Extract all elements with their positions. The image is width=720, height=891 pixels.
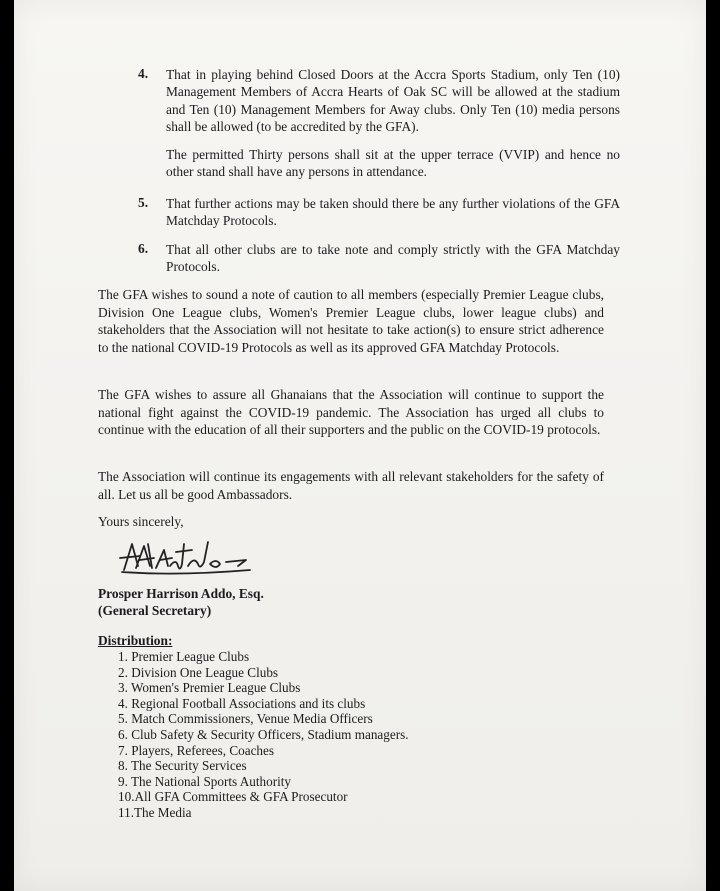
signatory-title: (General Secretary)	[98, 603, 212, 618]
caution-paragraph: The GFA wishes to sound a note of caution to all members (especially Premier League clubs, Division One League clubs, Women's Premier League clubs, lower league clubs) and stakeholders that the Association will not hesitate to take action(s) to ensure strict adherence to the national COVID-19 Protocols as well as its approved GFA Matchday Protocols.	[98, 287, 604, 355]
item-4-paragraph-1: That in playing behind Closed Doors at the Accra Sports Stadium, only Ten (10) Management Members of Accra Hearts of Oak SC will be allowed at the stadium and Ten (10) Management Members for Away clubs. Only Ten (10) media persons shall be allowed (to be accredited by the GFA).	[166, 67, 620, 135]
list-item: 11.The Media	[118, 804, 192, 820]
closing-salutation: Yours sincerely,	[98, 514, 184, 529]
item-5-paragraph: That further actions may be taken should there be any further violations of the GFA Matchday Protocols.	[166, 196, 620, 229]
list-item: 5. Match Commissioners, Venue Media Officers	[118, 711, 373, 727]
distribution-heading: Distribution:	[98, 633, 173, 648]
list-item: 7. Players, Referees, Coaches	[118, 742, 274, 758]
list-item: 8. The Security Services	[118, 758, 247, 774]
engagement-paragraph: The Association will continue its engagements with all relevant stakeholders for the safety of all. Let us all be good Ambassadors.	[98, 469, 604, 502]
item-number-5: 5.	[138, 195, 149, 210]
list-item: 6. Club Safety & Security Officers, Stadium managers.	[118, 726, 409, 742]
item-number-6: 6.	[138, 241, 149, 256]
assurance-paragraph: The GFA wishes to assure all Ghanaians that the Association will continue to support the national fight against the COVID-19 pandemic. The Association has urged all clubs to continue with the education of all their supporters and the public on the COVID-19 protocols.	[98, 387, 604, 438]
signatory-name: Prosper Harrison Addo, Esq.	[98, 586, 264, 601]
list-item: 1. Premier League Clubs	[118, 649, 250, 664]
signature-image	[118, 536, 268, 578]
item-number-4: 4.	[138, 66, 149, 81]
list-item: 3. Women's Premier League Clubs	[118, 680, 301, 696]
item-4-paragraph-2: The permitted Thirty persons shall sit at the upper terrace (VVIP) and hence no other stand shall have any persons in attendance.	[166, 147, 620, 180]
letter-page	[14, 0, 706, 891]
list-item: 9. The National Sports Authority	[118, 773, 292, 789]
list-item: 2. Division One League Clubs	[118, 664, 279, 680]
item-6-paragraph: That all other clubs are to take note and comply strictly with the GFA Matchday Protocols.	[166, 242, 620, 275]
distribution-list	[118, 649, 409, 821]
list-item: 10.All GFA Committees & GFA Prosecutor	[118, 789, 348, 805]
list-item: 4. Regional Football Associations and its clubs	[118, 695, 366, 711]
